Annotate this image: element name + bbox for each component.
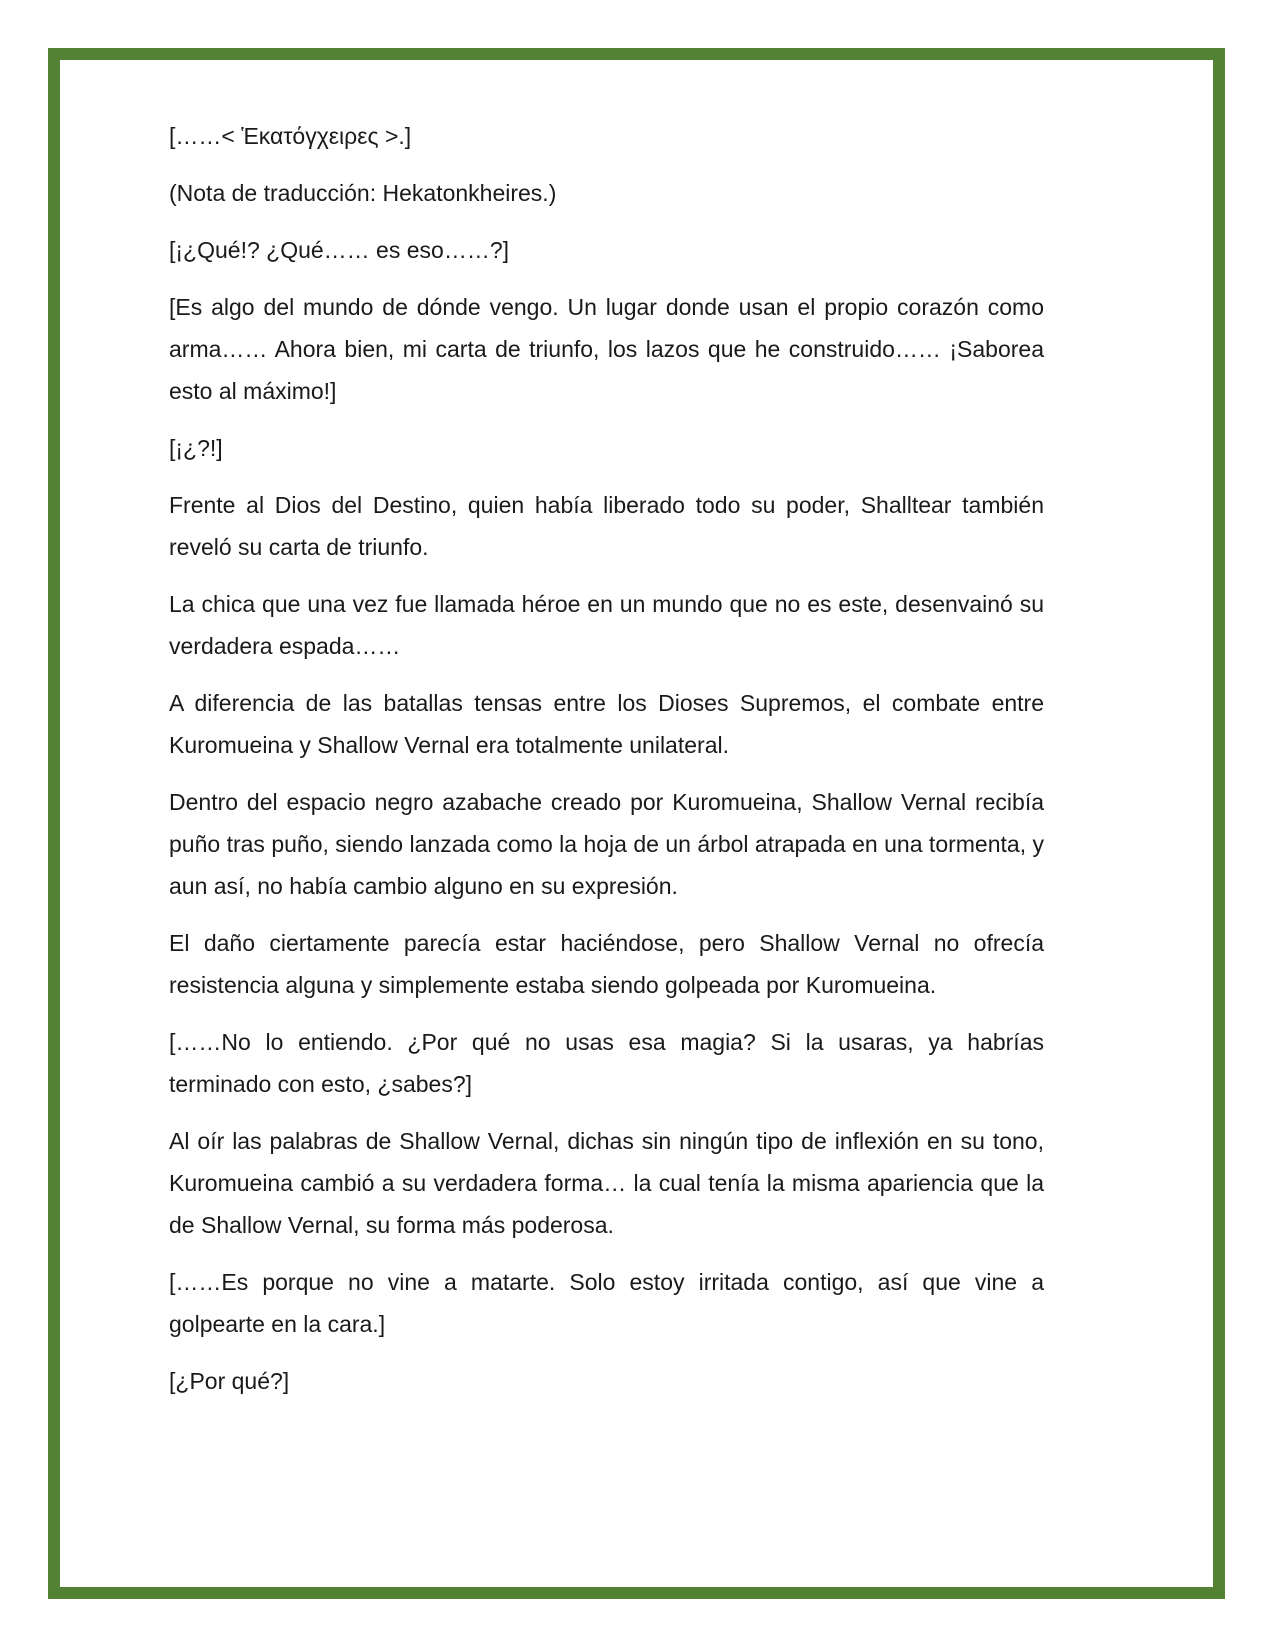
- paragraph-dialogue: [¡¿Qué!? ¿Qué…… es eso……?]: [169, 237, 510, 263]
- paragraph-dialogue: [¡¿?!]: [169, 435, 223, 461]
- paragraph-narration: La chica que una vez fue llamada héroe en un mundo que no es este, desenvainó su verdadera espada……: [169, 591, 1044, 659]
- paragraph-dialogue: [¿Por qué?]: [169, 1368, 290, 1394]
- paragraph-dialogue: [……Es porque no vine a matarte. Solo estoy irritada contigo, así que vine a golpearte en la cara.]: [169, 1269, 1044, 1337]
- document-body: [169, 115, 1044, 1417]
- paragraph-dialogue: [……No lo entiendo. ¿Por qué no usas esa magia? Si la usaras, ya habrías terminado con esto, ¿sabes?]: [169, 1029, 1044, 1097]
- paragraph-narration: El daño ciertamente parecía estar haciéndose, pero Shallow Vernal no ofrecía resistencia alguna y simplemente estaba siendo golpeada por Kuromueina.: [169, 930, 1044, 998]
- paragraph-narration: Al oír las palabras de Shallow Vernal, dichas sin ningún tipo de inflexión en su tono, Kuromueina cambió a su verdadera forma… la cual tenía la misma apariencia que la de Shallow Vernal, su forma más poderosa.: [169, 1128, 1044, 1238]
- paragraph-narration: Frente al Dios del Destino, quien había liberado todo su poder, Shalltear también reveló su carta de triunfo.: [169, 492, 1044, 560]
- paragraph-narration: Dentro del espacio negro azabache creado por Kuromueina, Shallow Vernal recibía puño tras puño, siendo lanzada como la hoja de un árbol atrapada en una tormenta, y aun así, no había cambio alguno en su expresión.: [169, 789, 1044, 899]
- paragraph-dialogue: [Es algo del mundo de dónde vengo. Un lugar donde usan el propio corazón como arma…… Ahora bien, mi carta de triunfo, los lazos que he construido…… ¡Saborea esto al máximo!]: [169, 294, 1044, 404]
- paragraph-narration: A diferencia de las batallas tensas entre los Dioses Supremos, el combate entre Kuromueina y Shallow Vernal era totalmente unilateral.: [169, 690, 1044, 758]
- paragraph-translation-note: (Nota de traducción: Hekatonkheires.): [169, 180, 557, 206]
- paragraph-hekatonkheires-spell: [……< Ἑκατόγχειρες >.]: [169, 123, 412, 149]
